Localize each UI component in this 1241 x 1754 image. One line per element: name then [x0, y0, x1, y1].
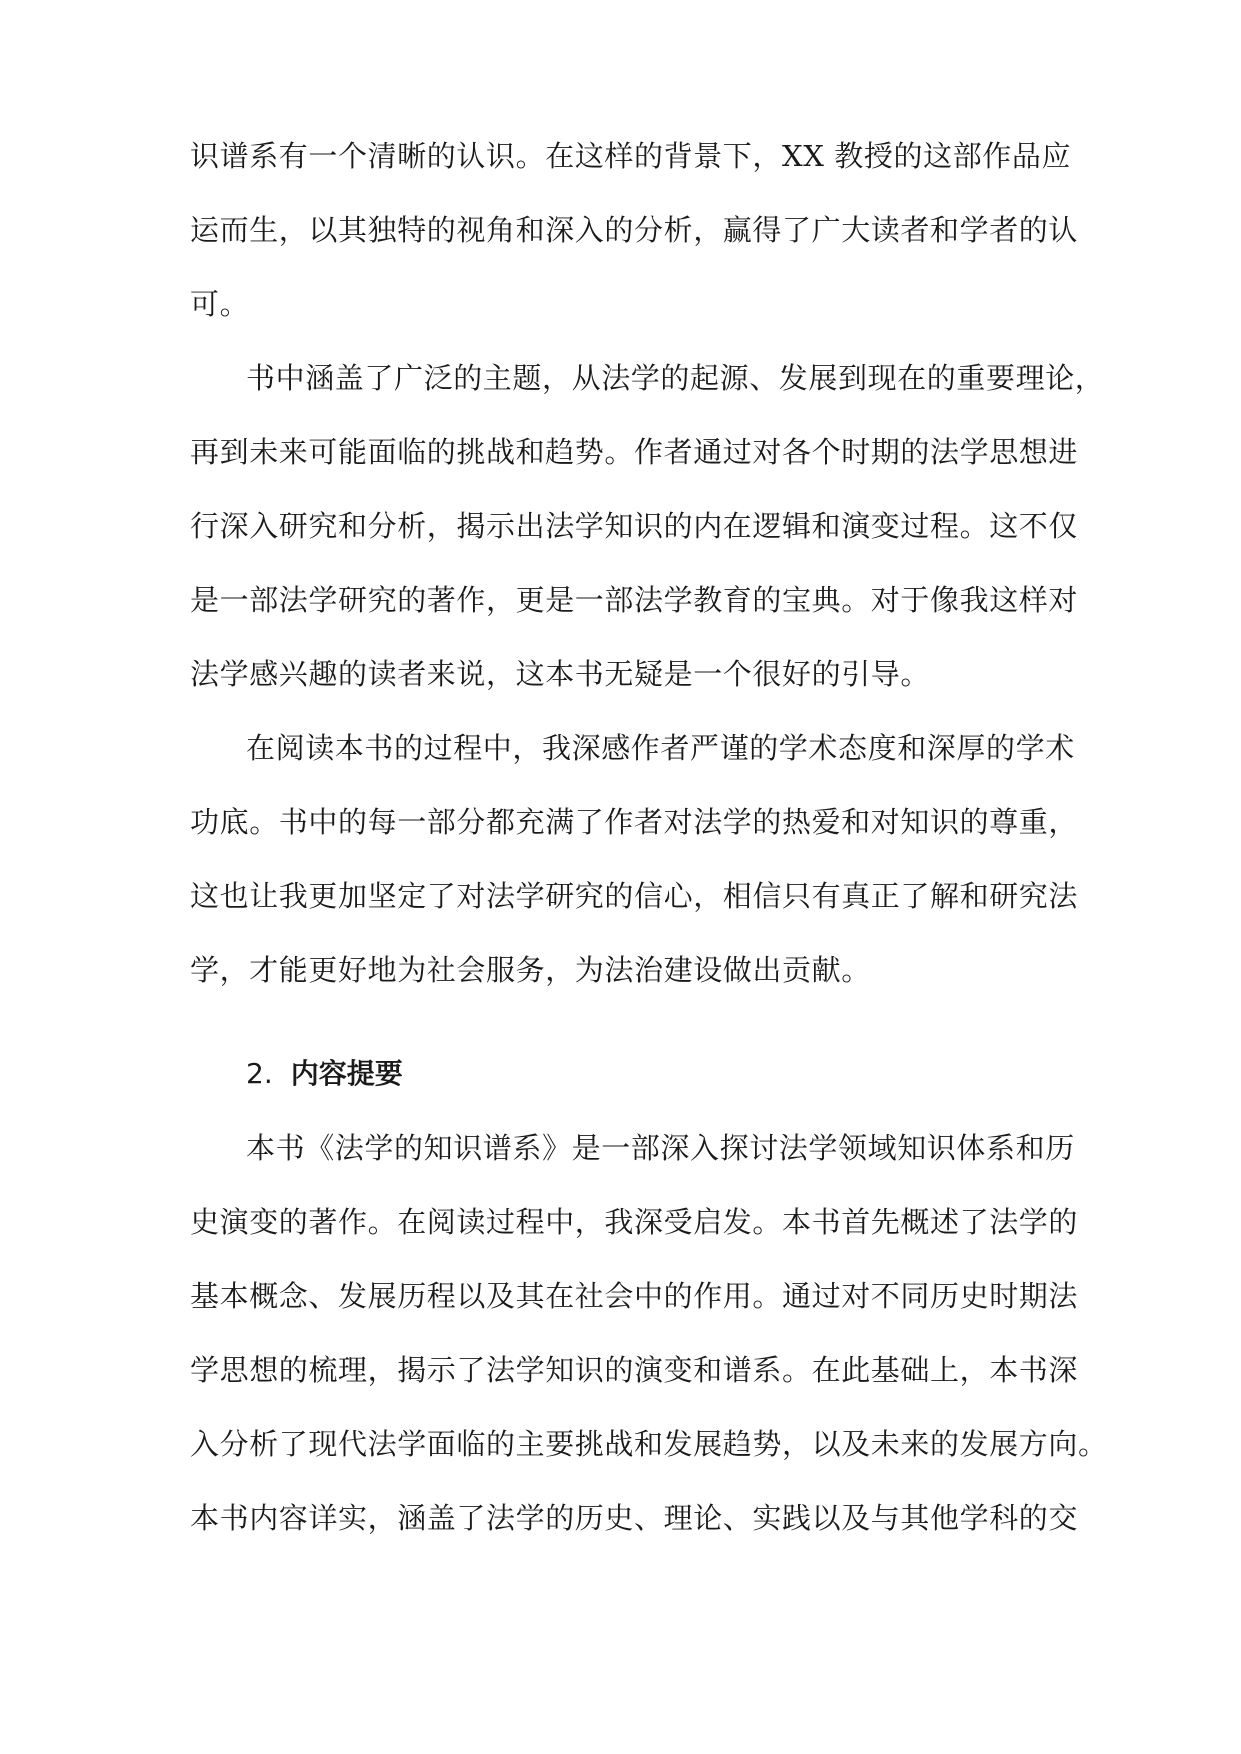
paragraph-2-line-2: 再到未来可能面临的挑战和趋势。作者通过对各个时期的法学思想进 — [190, 435, 1079, 469]
paragraph-3-line-3: 这也让我更加坚定了对法学研究的信心，相信只有真正了解和研究法 — [190, 879, 1079, 913]
paragraph-4-line-2: 史演变的著作。在阅读过程中，我深受启发。本书首先概述了法学的 — [190, 1205, 1079, 1239]
paragraph-1-line-1: 识谱系有一个清晰的认识。在这样的背景下，XX 教授的这部作品应 — [190, 139, 1072, 173]
paragraph-3-line-4: 学，才能更好地为社会服务，为法治建设做出贡献。 — [190, 953, 871, 987]
paragraph-3-line-1: 在阅读本书的过程中，我深感作者严谨的学术态度和深厚的学术 — [246, 731, 1075, 765]
paragraph-2-line-4: 是一部法学研究的著作，更是一部法学教育的宝典。对于像我这样对 — [190, 583, 1079, 617]
section-number: 2. — [246, 1057, 273, 1090]
section-title: 内容提要 — [290, 1057, 403, 1090]
paragraph-4-line-5: 入分析了现代法学面临的主要挑战和发展趋势，以及未来的发展方向。 — [190, 1427, 1108, 1461]
paragraph-4-line-1: 本书《法学的知识谱系》是一部深入探讨法学领域知识体系和历 — [246, 1131, 1075, 1165]
paragraph-1-line-3: 可。 — [190, 287, 250, 321]
paragraph-1-line-2: 运而生，以其独特的视角和深入的分析，赢得了广大读者和学者的认 — [190, 213, 1079, 247]
paragraph-2-line-5: 法学感兴趣的读者来说，这本书无疑是一个很好的引导。 — [190, 657, 931, 691]
paragraph-4-line-3: 基本概念、发展历程以及其在社会中的作用。通过对不同历史时期法 — [190, 1279, 1079, 1313]
section-heading — [246, 1054, 403, 1094]
paragraph-2-line-3: 行深入研究和分析，揭示出法学知识的内在逻辑和演变过程。这不仅 — [190, 509, 1079, 543]
paragraph-4-line-4: 学思想的梳理，揭示了法学知识的演变和谱系。在此基础上，本书深 — [190, 1353, 1079, 1387]
paragraph-3-line-2: 功底。书中的每一部分都充满了作者对法学的热爱和对知识的尊重， — [190, 805, 1079, 839]
paragraph-2-line-1: 书中涵盖了广泛的主题，从法学的起源、发展到现在的重要理论， — [246, 361, 1105, 395]
paragraph-4-line-6: 本书内容详实，涵盖了法学的历史、理论、实践以及与其他学科的交 — [190, 1501, 1079, 1535]
